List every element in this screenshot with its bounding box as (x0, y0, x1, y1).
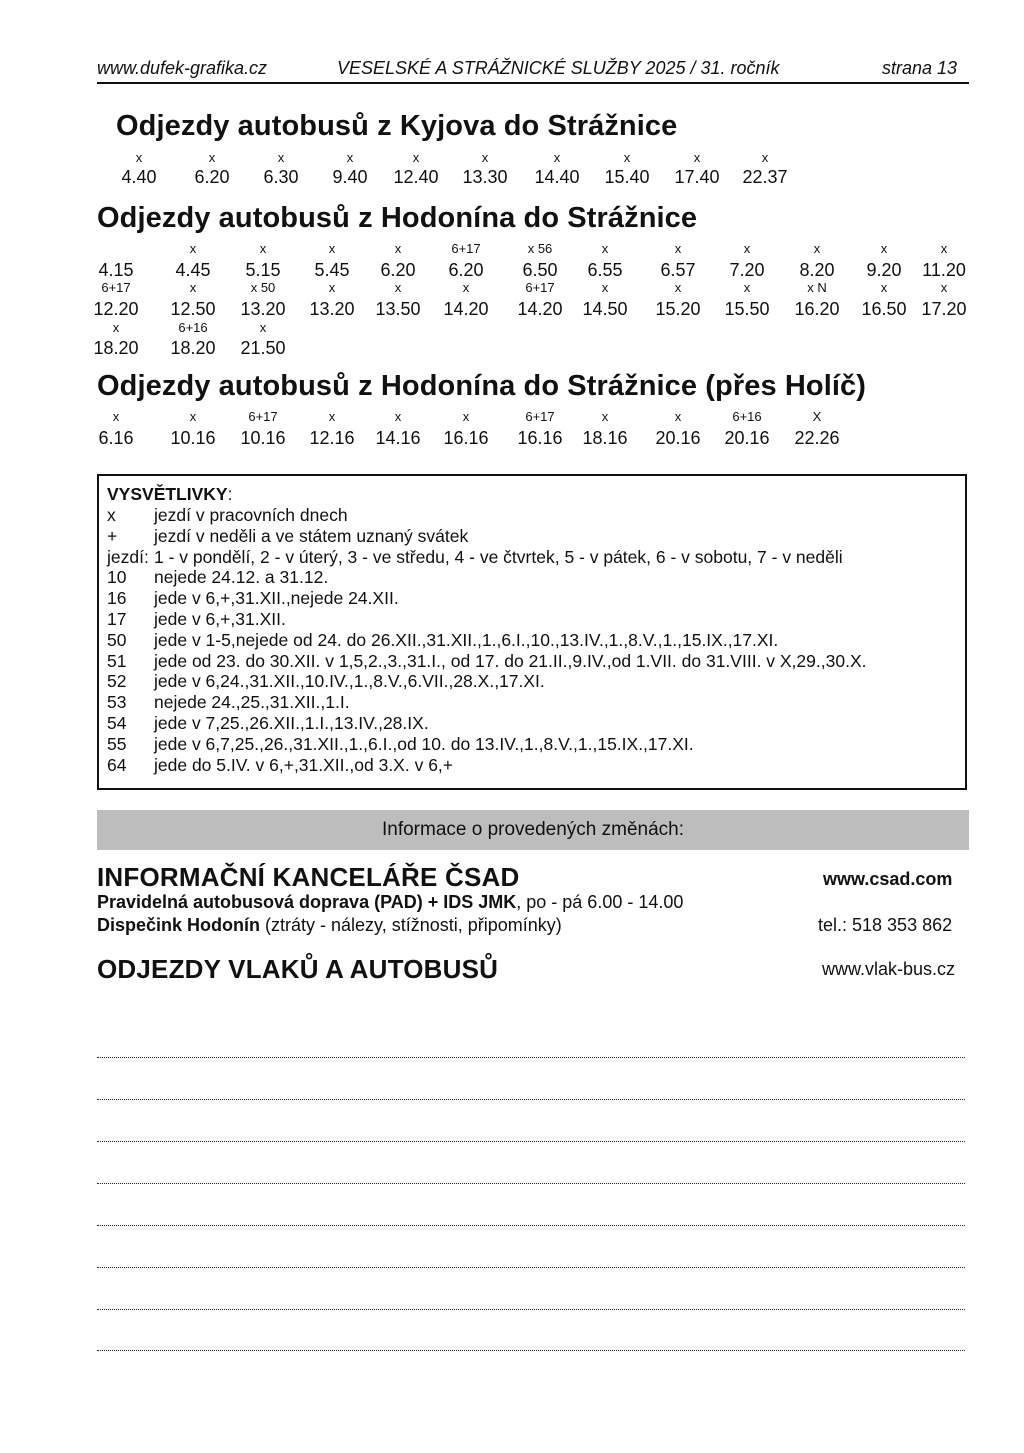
departure-note: x (208, 150, 216, 165)
departure-note: x (813, 241, 821, 256)
departure-time: 14.20 (443, 299, 489, 319)
departure-time: 13.30 (462, 167, 508, 187)
departure-time: 15.20 (655, 299, 701, 319)
legend-text: jezdí v neděli a ve státem uznaný svátek (154, 525, 469, 546)
departure-time: 6.50 (522, 260, 558, 280)
departure-time: 6.20 (448, 260, 484, 280)
departure-time: 8.20 (799, 260, 835, 280)
legend-code: 17 (107, 609, 127, 629)
departure-note: x (462, 409, 470, 424)
legend-text: jede v 6,7,25.,26.,31.XII.,1.,6.I.,od 10. do 13.IV.,1.,8.V.,1.,15.IX.,17.XI. (154, 733, 694, 754)
legend-text: 1 - v pondělí, 2 - v úterý, 3 - ve středu, 4 - ve čtvrtek, 5 - v pátek, 6 - v sobotu, 7 - v neděli (154, 546, 843, 567)
header-website: www.dufek-grafika.cz (97, 58, 268, 78)
csad-line-pad: Pravidelná autobusová doprava (PAD) + IDS JMK, po - pá 6.00 - 14.00 (97, 892, 684, 912)
header-page-number: strana 13 (882, 58, 958, 78)
legend-item (107, 713, 957, 733)
departure-note: x (940, 241, 948, 256)
departure-note: x (880, 241, 888, 256)
legend-code: 16 (107, 588, 127, 609)
departure-note: x 50 (250, 280, 276, 295)
departure-note: x (259, 241, 267, 256)
legend-item (107, 547, 957, 567)
kyjov-title: Odjezdy autobusů z Kyjova do Strážnice (116, 110, 678, 142)
departure-note: 6+17 (248, 409, 278, 424)
legend-item (107, 567, 957, 587)
legend-item (107, 651, 957, 671)
departure-note: x (674, 280, 682, 295)
departure-time: 13.50 (375, 299, 421, 319)
departure-time: 13.20 (309, 299, 355, 319)
csad-phone: tel.: 518 353 862 (818, 915, 953, 935)
departure-note: x (328, 280, 336, 295)
legend-text: jede v 1-5,nejede od 24. do 26.XII.,31.XII.,1.,6.I.,10.,13.IV.,1.,8.V.,1.,15.IX.,17.XI. (154, 629, 779, 650)
departure-note: 6+16 (178, 320, 208, 335)
departure-note: x (189, 409, 197, 424)
departure-note: 6+17 (101, 280, 131, 295)
departure-time: 13.20 (240, 299, 286, 319)
hodonin-title: Odjezdy autobusů z Hodonína do Strážnice (97, 202, 698, 234)
legend-code: 55 (107, 733, 127, 754)
departure-note: x (328, 409, 336, 424)
departure-time: 16.16 (443, 428, 489, 448)
departure-note: x (112, 409, 120, 424)
legend-item (107, 630, 957, 650)
departure-time: 6.20 (380, 260, 416, 280)
departure-note: x (743, 241, 751, 256)
departure-time: 6.30 (263, 167, 299, 187)
legend-heading: VYSVĚTLIVKY: (107, 484, 233, 504)
departure-note: x (189, 280, 197, 295)
departure-time: 12.50 (170, 299, 216, 319)
departure-note: x (112, 320, 120, 335)
departure-time: 15.40 (604, 167, 650, 187)
departure-note: x (940, 280, 948, 295)
departure-time: 18.20 (170, 338, 216, 358)
csad-line-dispatch: Dispečink Hodonín (ztráty - nálezy, stížnosti, připomínky) (97, 915, 562, 935)
trains-website-link[interactable]: www.vlak-bus.cz (822, 959, 956, 979)
departure-note: x (601, 241, 609, 256)
departure-note: 6+16 (732, 409, 762, 424)
legend-text: nejede 24.12. a 31.12. (154, 567, 329, 588)
legend-item (107, 734, 957, 754)
departure-note: 6+17 (525, 280, 555, 295)
trains-heading: ODJEZDY VLAKŮ A AUTOBUSŮ (97, 954, 499, 984)
legend-code: 52 (107, 671, 127, 692)
dotted-line (97, 1309, 965, 1310)
departure-time: 20.16 (655, 428, 701, 448)
dotted-line (97, 1099, 965, 1100)
departure-time: 9.40 (332, 167, 368, 187)
departure-time: 6.16 (98, 428, 134, 448)
legend-text: jede v 6,+,31.XII.,nejede 24.XII. (154, 588, 399, 609)
departure-note: x (623, 150, 631, 165)
legend-code: 51 (107, 650, 127, 671)
legend-code: jezdí: (107, 546, 149, 567)
departure-time: 9.20 (866, 260, 902, 280)
departure-time: 14.16 (375, 428, 421, 448)
departure-note: x (674, 409, 682, 424)
legend-code: 10 (107, 567, 127, 588)
departure-time: 14.50 (582, 299, 628, 319)
dotted-line (97, 1225, 965, 1226)
departure-time: 10.16 (240, 428, 286, 448)
csad-heading: INFORMAČNÍ KANCELÁŘE ČSAD (97, 862, 520, 892)
departure-note: x (135, 150, 143, 165)
dotted-line (97, 1057, 965, 1058)
departure-time: 10.16 (170, 428, 216, 448)
departure-note: x (693, 150, 701, 165)
legend-item (107, 588, 957, 608)
departure-note: X (812, 409, 822, 424)
departure-note: x (601, 280, 609, 295)
legend-item (107, 526, 957, 546)
departure-note: x (328, 241, 336, 256)
departure-time: 5.45 (314, 260, 350, 280)
departure-note: x (601, 409, 609, 424)
legend-text: jede od 23. do 30.XII. v 1,5,2.,3.,31.I., od 17. do 21.II.,9.IV.,od 1.VII. do 31.VIII. v X,29.,30.X. (154, 650, 867, 671)
departure-note: x (743, 280, 751, 295)
changes-info-label: Informace o provedených změnách: (381, 819, 685, 840)
legend-code: + (107, 525, 118, 546)
departure-note: x (553, 150, 561, 165)
departure-note: x (394, 409, 402, 424)
dotted-line (97, 1350, 965, 1351)
legend-text: jede do 5.IV. v 6,+,31.XII.,od 3.X. v 6,+ (154, 754, 454, 775)
holic-title: Odjezdy autobusů z Hodonína do Strážnice (přes Holíč) (97, 370, 867, 402)
departure-note: x (394, 241, 402, 256)
departure-note: 6+17 (525, 409, 555, 424)
departure-time: 20.16 (724, 428, 770, 448)
legend-item (107, 671, 957, 691)
legend-item (107, 505, 957, 525)
departure-time: 14.20 (517, 299, 563, 319)
departure-note: x (346, 150, 354, 165)
legend-item (107, 609, 957, 629)
departure-time: 6.55 (587, 260, 623, 280)
departure-note: x (880, 280, 888, 295)
departure-time: 16.50 (861, 299, 907, 319)
departure-time: 18.20 (93, 338, 139, 358)
legend-code: x (107, 505, 116, 525)
departure-time: 15.50 (724, 299, 770, 319)
departure-note: x (761, 150, 769, 165)
departure-time: 7.20 (729, 260, 765, 280)
departure-time: 4.15 (98, 260, 134, 280)
departure-time: 22.37 (742, 167, 788, 187)
departure-note: 6+17 (451, 241, 481, 256)
csad-website-link[interactable]: www.csad.com (823, 869, 953, 889)
departure-time: 16.20 (794, 299, 840, 319)
departure-time: 11.20 (922, 260, 966, 280)
departure-note: x (481, 150, 489, 165)
dotted-line (97, 1183, 965, 1184)
departure-note: x (277, 150, 285, 165)
legend-text: jede v 6,+,31.XII. (154, 609, 286, 629)
dotted-line (97, 1267, 965, 1268)
departure-time: 5.15 (245, 260, 281, 280)
departure-time: 16.16 (517, 428, 563, 448)
departure-time: 12.16 (309, 428, 355, 448)
legend-text: jede v 7,25.,26.XII.,1.I.,13.IV.,28.IX. (154, 713, 429, 733)
dotted-line (97, 1141, 965, 1142)
changes-info-bar (97, 810, 969, 850)
departure-note: x N (807, 280, 827, 295)
departure-time: 21.50 (240, 338, 286, 358)
legend-item (107, 755, 957, 775)
departure-time: 18.16 (582, 428, 628, 448)
legend-item (107, 692, 957, 712)
departure-time: 6.57 (660, 260, 696, 280)
departure-time: 4.45 (175, 260, 211, 280)
legend-code: 50 (107, 629, 127, 650)
legend-code: 53 (107, 692, 127, 713)
legend-code: 64 (107, 754, 127, 775)
departure-note: x (462, 280, 470, 295)
departure-time: 4.40 (121, 167, 157, 187)
departure-time: 12.40 (393, 167, 439, 187)
header-divider (97, 82, 969, 84)
departure-note: x (674, 241, 682, 256)
legend-text: nejede 24.,25.,31.XII.,1.I. (154, 692, 350, 713)
header-publication: VESELSKÉ A STRÁŽNICKÉ SLUŽBY 2025 / 31. ročník (337, 58, 780, 78)
departure-note: x 56 (527, 241, 553, 256)
departure-note: x (259, 320, 267, 335)
departure-time: 17.20 (921, 299, 967, 319)
departure-time: 14.40 (534, 167, 580, 187)
departure-note: x (189, 241, 197, 256)
legend-text: jezdí v pracovních dnech (154, 505, 348, 525)
departure-time: 22.26 (794, 428, 840, 448)
legend-text: jede v 6,24.,31.XII.,10.IV.,1.,8.V.,6.VII.,28.X.,17.XI. (154, 671, 545, 692)
legend-box (97, 474, 967, 790)
departure-note: x (394, 280, 402, 295)
legend-code: 54 (107, 713, 127, 733)
departure-time: 17.40 (674, 167, 720, 187)
departure-note: x (412, 150, 420, 165)
departure-time: 6.20 (194, 167, 230, 187)
departure-time: 12.20 (93, 299, 139, 319)
